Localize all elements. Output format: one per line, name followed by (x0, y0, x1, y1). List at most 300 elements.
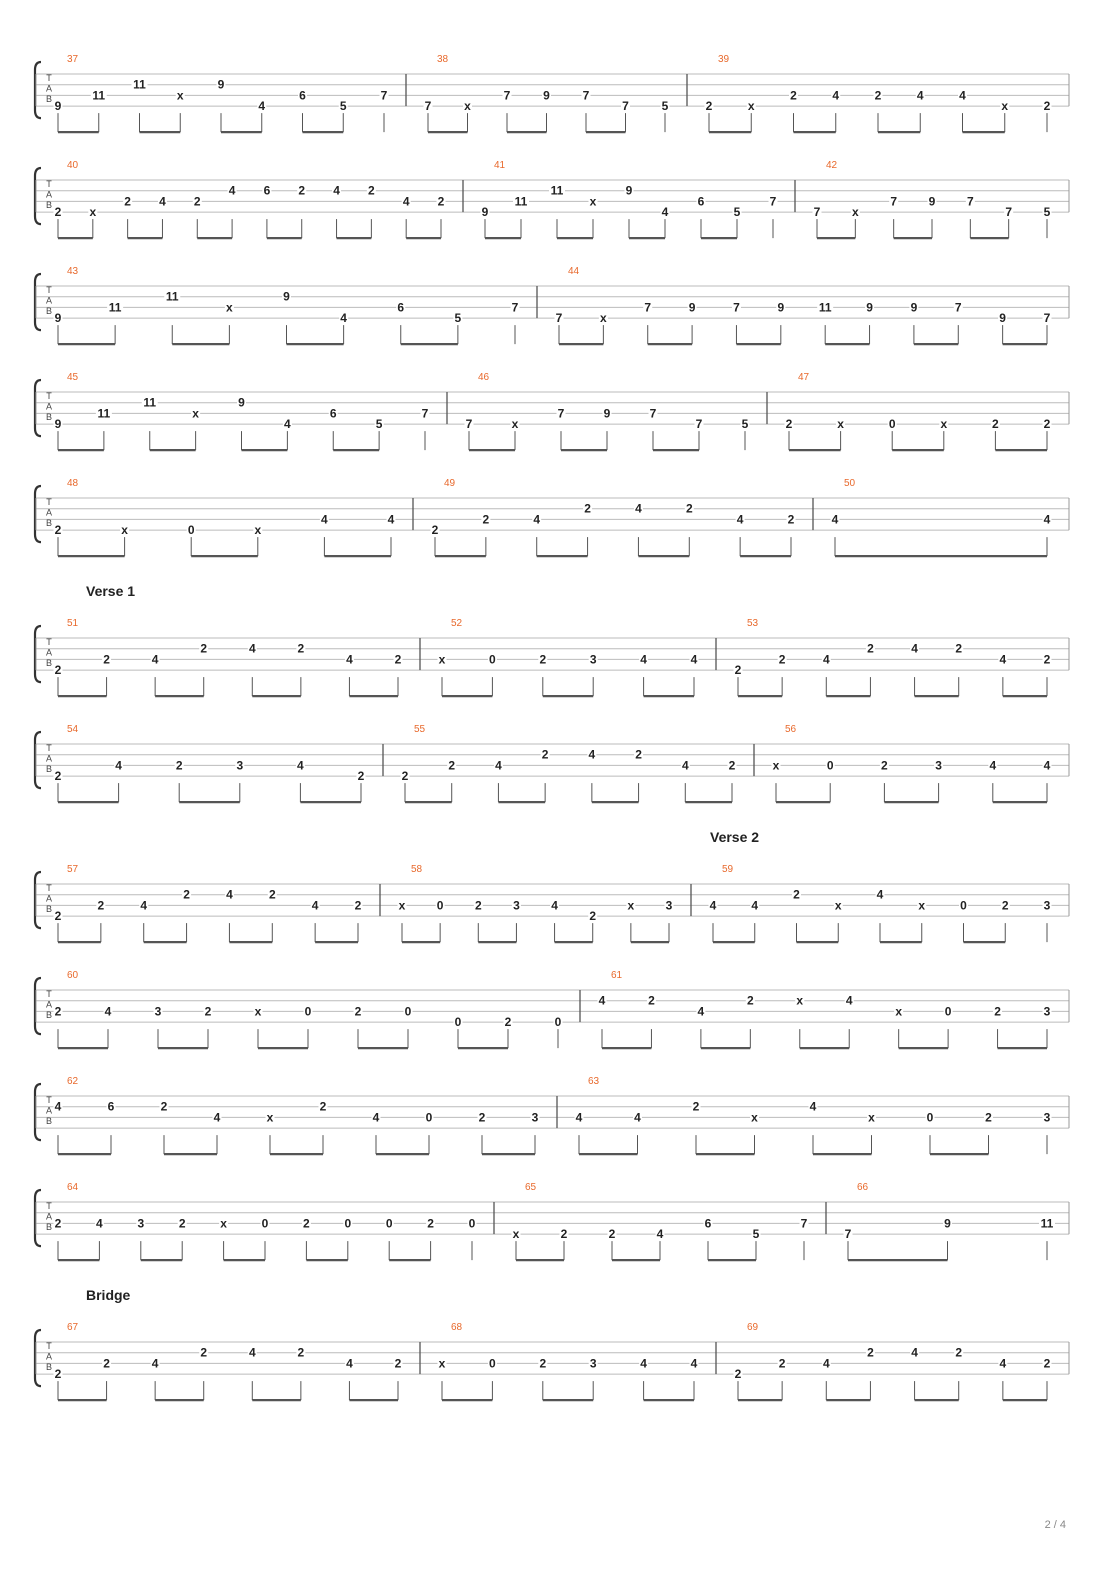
fret-number: 7 (465, 417, 473, 432)
measure-number: 47 (798, 372, 810, 383)
measure-number: 42 (826, 160, 838, 171)
fret-number: 2 (1043, 99, 1051, 114)
fret-number: 2 (103, 652, 110, 667)
fret-number: 7 (644, 300, 652, 315)
fret-number: 4 (54, 1099, 62, 1114)
staff-system (35, 1182, 1069, 1260)
fret-number: 2 (54, 1216, 62, 1231)
fret-number: 2 (437, 194, 445, 209)
tab-clef-letter: T (46, 1201, 52, 1211)
staff-system (35, 160, 1069, 238)
fret-number: 9 (999, 311, 1006, 326)
measure-number: 65 (525, 1182, 537, 1193)
fret-number: 2 (54, 769, 62, 784)
fret-number: 2 (874, 88, 882, 103)
fret-number: 0 (554, 1015, 562, 1030)
measure-number: 40 (67, 160, 79, 171)
fret-number: 11 (143, 395, 157, 410)
fret-number: 2 (692, 1099, 700, 1114)
fret-number: 2 (734, 663, 742, 678)
tab-clef-letter: A (45, 401, 53, 412)
fret-number: 2 (103, 1356, 110, 1371)
fret-number: 2 (200, 641, 208, 656)
tab-clef-letter: A (45, 295, 53, 306)
fret-number: 2 (448, 758, 456, 773)
fret-number: 4 (297, 758, 304, 773)
fret-number: 2 (474, 898, 482, 913)
fret-number: 7 (424, 99, 432, 114)
fret-number: 2 (54, 205, 62, 220)
measure-number: 39 (718, 54, 730, 65)
fret-number: 2 (54, 909, 62, 924)
fret-number: 9 (603, 406, 611, 421)
fret-number: 4 (533, 512, 541, 527)
staff-system (35, 970, 1069, 1048)
fret-number: 2 (193, 194, 201, 209)
tab-clef-letter: T (46, 1341, 52, 1351)
fret-number: 2 (175, 758, 183, 773)
tab-clef-letter: B (45, 200, 53, 210)
fret-number: 4 (989, 758, 997, 773)
fret-number: 4 (551, 898, 558, 913)
fret-number: 2 (303, 1216, 310, 1231)
fret-number: 4 (709, 898, 717, 913)
tab-clef-letter: B (45, 1010, 53, 1020)
fret-number: x (772, 758, 780, 773)
fret-number: 7 (954, 300, 962, 315)
fret-number: 5 (661, 99, 669, 114)
fret-number: 5 (733, 205, 741, 220)
fret-number: 6 (704, 1216, 712, 1231)
fret-number: 5 (454, 311, 462, 326)
measure-number: 48 (67, 478, 79, 489)
fret-number: 4 (387, 512, 395, 527)
fret-number: 4 (697, 1004, 705, 1019)
fret-number: 2 (705, 99, 713, 114)
fret-number: 7 (557, 406, 565, 421)
fret-number: 2 (478, 1110, 486, 1125)
fret-number: 2 (124, 194, 131, 209)
measure-number: 46 (478, 372, 490, 383)
fret-number: 9 (625, 183, 633, 198)
fret-number: 4 (159, 194, 166, 209)
fret-number: 2 (354, 898, 362, 913)
fret-number: 4 (213, 1110, 221, 1125)
measure-number: 66 (857, 1182, 869, 1193)
fret-number: 0 (344, 1216, 352, 1231)
fret-number: x (918, 898, 926, 913)
fret-number: 4 (151, 652, 159, 667)
tab-clef-letter: T (46, 989, 52, 999)
fret-number: 4 (575, 1110, 583, 1125)
fret-number: 6 (397, 300, 405, 315)
fret-number: 7 (421, 406, 429, 421)
fret-number: 2 (994, 1004, 1001, 1019)
measure-number: 62 (67, 1076, 79, 1087)
fret-number: 11 (514, 194, 528, 209)
fret-number: 2 (648, 993, 655, 1008)
fret-number: 7 (800, 1216, 808, 1231)
fret-number: x (89, 205, 97, 220)
fret-number: 7 (622, 99, 629, 114)
fret-number: 2 (881, 758, 888, 773)
fret-number: 9 (928, 194, 936, 209)
fret-number: 4 (402, 194, 410, 209)
page-number: 2 / 4 (1044, 1519, 1066, 1531)
fret-number: 11 (92, 88, 106, 103)
fret-number: 7 (380, 88, 388, 103)
fret-number: 6 (329, 406, 337, 421)
fret-number: 2 (160, 1099, 168, 1114)
fret-number: 9 (543, 88, 550, 103)
fret-number: x (940, 417, 948, 432)
fret-number: x (464, 99, 471, 114)
fret-number: 7 (582, 88, 590, 103)
tab-clef-letter: A (45, 189, 53, 200)
fret-number: x (895, 1004, 903, 1019)
fret-number: 4 (999, 1356, 1007, 1371)
tab-clef-letter: A (45, 507, 53, 518)
fret-number: 2 (992, 417, 999, 432)
fret-number: 2 (54, 1367, 62, 1382)
fret-number: 7 (695, 417, 703, 432)
fret-number: 3 (1043, 1004, 1051, 1019)
fret-number: 4 (845, 993, 853, 1008)
fret-number: 4 (809, 1099, 817, 1114)
fret-number: 9 (54, 417, 62, 432)
fret-number: 5 (752, 1227, 760, 1242)
staff-system (35, 1076, 1069, 1154)
tab-clef-letter: T (46, 73, 52, 83)
fret-number: 2 (298, 183, 306, 198)
fret-number: 7 (555, 311, 563, 326)
tab-clef-letter: B (45, 412, 53, 422)
fret-number: 7 (966, 194, 974, 209)
fret-number: 2 (504, 1015, 512, 1030)
fret-number: 4 (228, 183, 236, 198)
section-label: Bridge (86, 1287, 131, 1303)
fret-number: 2 (778, 652, 786, 667)
measure-number: 64 (67, 1182, 79, 1193)
fret-number: 4 (598, 993, 606, 1008)
staff-system (35, 266, 1069, 344)
measure-number: 49 (444, 478, 456, 489)
fret-number: 4 (635, 501, 642, 516)
fret-number: 4 (1043, 512, 1051, 527)
tab-clef-letter: T (46, 1095, 52, 1105)
fret-number: 4 (104, 1004, 112, 1019)
fret-number: 5 (375, 417, 383, 432)
fret-number: 2 (1001, 898, 1009, 913)
tab-clef-letter: A (45, 999, 53, 1010)
measure-number: 38 (437, 54, 449, 65)
measure-number: 54 (67, 724, 79, 735)
fret-number: 3 (589, 652, 597, 667)
fret-number: 2 (589, 909, 597, 924)
fret-number: 4 (911, 641, 918, 656)
fret-number: 2 (867, 641, 874, 656)
fret-number: 4 (151, 1356, 159, 1371)
fret-number: 2 (793, 887, 800, 902)
fret-number: 3 (513, 898, 520, 913)
tab-clef-letter: B (45, 306, 53, 316)
fret-number: 2 (734, 1367, 742, 1382)
fret-number: 0 (826, 758, 834, 773)
staff-system (35, 478, 1069, 556)
fret-number: 7 (733, 300, 740, 315)
fret-number: 4 (822, 1356, 830, 1371)
staff-system (35, 54, 1069, 132)
tab-clef-letter: B (45, 764, 53, 774)
fret-number: x (220, 1216, 227, 1231)
fret-number: 4 (495, 758, 502, 773)
fret-number: x (1001, 99, 1009, 114)
fret-number: 3 (1043, 1110, 1051, 1125)
measure-number: 37 (67, 54, 79, 65)
tab-clef-letter: A (45, 893, 53, 904)
fret-number: x (851, 205, 859, 220)
fret-number: 4 (372, 1110, 380, 1125)
fret-number: 5 (1043, 205, 1051, 220)
fret-number: 4 (911, 1345, 918, 1360)
fret-number: 0 (489, 652, 496, 667)
measure-number: 50 (844, 478, 856, 489)
fret-number: 2 (368, 183, 375, 198)
fret-number: 2 (1043, 1356, 1051, 1371)
tab-clef-letter: A (45, 1351, 53, 1362)
fret-number: 0 (489, 1356, 496, 1371)
fret-number: 4 (340, 311, 347, 326)
fret-number: 3 (1043, 898, 1051, 913)
fret-number: 4 (140, 898, 148, 913)
fret-number: 3 (531, 1110, 539, 1125)
fret-number: 9 (238, 395, 245, 410)
fret-number: 0 (304, 1004, 312, 1019)
section-label: Verse 2 (710, 829, 760, 845)
fret-number: 2 (354, 1004, 362, 1019)
fret-number: 5 (339, 99, 347, 114)
fret-number: 9 (944, 1216, 951, 1231)
fret-number: 4 (1043, 758, 1051, 773)
fret-number: 4 (248, 1345, 256, 1360)
fret-number: 2 (1043, 417, 1051, 432)
fret-number: 4 (876, 887, 884, 902)
fret-number: 0 (436, 898, 444, 913)
fret-number: 11 (550, 183, 564, 198)
fret-number: 2 (539, 1356, 547, 1371)
fret-number: x (627, 898, 635, 913)
fret-number: 2 (785, 417, 793, 432)
fret-number: 11 (97, 406, 111, 421)
fret-number: 2 (54, 523, 62, 538)
fret-number: 2 (867, 1345, 874, 1360)
fret-number: x (226, 300, 233, 315)
fret-number: 0 (261, 1216, 269, 1231)
measure-number: 68 (451, 1322, 463, 1333)
fret-number: 2 (54, 1004, 62, 1019)
fret-number: 11 (1040, 1216, 1054, 1231)
measure-number: 63 (588, 1076, 600, 1087)
staff-system (35, 583, 1069, 696)
fret-number: 2 (178, 1216, 186, 1231)
fret-number: x (747, 99, 755, 114)
fret-number: 4 (634, 1110, 641, 1125)
fret-number: 9 (910, 300, 918, 315)
fret-number: x (176, 88, 184, 103)
fret-number: 4 (226, 887, 233, 902)
fret-number: 2 (778, 1356, 786, 1371)
fret-number: 4 (999, 652, 1007, 667)
fret-number: 2 (268, 887, 276, 902)
tab-clef-letter: T (46, 285, 52, 295)
fret-number: 4 (346, 652, 353, 667)
fret-number: 2 (427, 1216, 434, 1231)
fret-number: 2 (635, 747, 642, 762)
fret-number: x (511, 417, 519, 432)
fret-number: 2 (746, 993, 754, 1008)
fret-number: 4 (311, 898, 319, 913)
fret-number: 0 (385, 1216, 393, 1231)
fret-number: 7 (649, 406, 657, 421)
fret-number: 3 (137, 1216, 145, 1231)
fret-number: 7 (511, 300, 519, 315)
fret-number: 4 (661, 205, 669, 220)
fret-number: 2 (685, 501, 693, 516)
fret-number: 0 (468, 1216, 476, 1231)
fret-number: 4 (284, 417, 291, 432)
measure-number: 53 (747, 618, 759, 629)
fret-number: 2 (985, 1110, 992, 1125)
fret-number: x (834, 898, 842, 913)
fret-number: x (438, 652, 446, 667)
fret-number: 4 (916, 88, 924, 103)
tab-clef-letter: T (46, 637, 52, 647)
fret-number: 2 (431, 523, 439, 538)
fret-number: 4 (736, 512, 744, 527)
fret-number: 11 (165, 289, 179, 304)
fret-number: 9 (54, 311, 62, 326)
fret-number: 2 (297, 641, 305, 656)
measure-number: 67 (67, 1322, 79, 1333)
fret-number: 2 (394, 652, 402, 667)
fret-number: 2 (394, 1356, 402, 1371)
fret-number: 6 (107, 1099, 115, 1114)
fret-number: x (796, 993, 804, 1008)
fret-number: 4 (751, 898, 759, 913)
measure-number: 55 (414, 724, 426, 735)
fret-number: 2 (539, 652, 547, 667)
fret-number: x (589, 194, 597, 209)
fret-number: 0 (888, 417, 896, 432)
fret-number: 2 (297, 1345, 305, 1360)
fret-number: 4 (832, 88, 840, 103)
fret-number: 2 (790, 88, 797, 103)
measure-number: 60 (67, 970, 79, 981)
fret-number: 3 (665, 898, 673, 913)
fret-number: 7 (890, 194, 898, 209)
tab-clef-letter: T (46, 883, 52, 893)
measure-number: 44 (568, 266, 580, 277)
fret-number: 11 (133, 77, 146, 92)
measure-number: 59 (722, 864, 734, 875)
fret-number: 2 (97, 898, 105, 913)
tab-clef-letter: A (45, 1211, 53, 1222)
fret-number: 2 (200, 1345, 208, 1360)
fret-number: 4 (681, 758, 689, 773)
staff-system (35, 724, 1069, 802)
fret-number: 2 (401, 769, 409, 784)
fret-number: 4 (258, 99, 266, 114)
fret-number: 7 (769, 194, 777, 209)
fret-number: 4 (333, 183, 340, 198)
staff-system (35, 1287, 1069, 1400)
fret-number: x (438, 1356, 446, 1371)
tab-clef-letter: A (45, 647, 53, 658)
fret-number: 2 (357, 769, 365, 784)
fret-number: 9 (481, 205, 489, 220)
staff-system (35, 372, 1069, 450)
measure-number: 58 (411, 864, 423, 875)
fret-number: 2 (955, 641, 963, 656)
measure-number: 43 (67, 266, 79, 277)
fret-number: 7 (813, 205, 821, 220)
fret-number: 0 (187, 523, 195, 538)
fret-number: 4 (640, 652, 647, 667)
fret-number: 2 (955, 1345, 963, 1360)
fret-number: 0 (404, 1004, 412, 1019)
fret-number: 5 (741, 417, 749, 432)
tab-clef-letter: B (45, 94, 53, 104)
fret-number: 2 (319, 1099, 327, 1114)
fret-number: 2 (204, 1004, 212, 1019)
fret-number: x (868, 1110, 875, 1125)
fret-number: 4 (588, 747, 596, 762)
fret-number: 9 (217, 77, 225, 92)
fret-number: 4 (690, 1356, 698, 1371)
measure-number: 69 (747, 1322, 759, 1333)
fret-number: 6 (263, 183, 271, 198)
fret-number: 2 (183, 887, 190, 902)
fret-number: 2 (787, 512, 795, 527)
fret-number: 11 (818, 300, 832, 315)
fret-number: 3 (154, 1004, 162, 1019)
fret-number: 9 (688, 300, 696, 315)
fret-number: 9 (777, 300, 785, 315)
tab-clef-letter: A (45, 1105, 53, 1116)
tab-clef-letter: T (46, 391, 52, 401)
fret-number: 6 (697, 194, 705, 209)
tab-clef-letter: A (45, 753, 53, 764)
fret-number: 9 (54, 99, 62, 114)
tab-clef-letter: T (46, 179, 52, 189)
tab-clef-letter: T (46, 497, 52, 507)
fret-number: 4 (831, 512, 839, 527)
fret-number: 7 (1005, 205, 1013, 220)
section-label: Verse 1 (86, 583, 136, 599)
fret-number: 0 (944, 1004, 952, 1019)
fret-number: 4 (346, 1356, 353, 1371)
fret-number: 4 (248, 641, 256, 656)
fret-number: 4 (656, 1227, 664, 1242)
fret-number: x (837, 417, 844, 432)
fret-number: 6 (299, 88, 306, 103)
fret-number: 4 (115, 758, 122, 773)
tab-clef-letter: T (46, 743, 52, 753)
fret-number: x (121, 523, 128, 538)
fret-number: 4 (690, 652, 698, 667)
tab-clef-letter: A (45, 83, 53, 94)
fret-number: 4 (640, 1356, 647, 1371)
